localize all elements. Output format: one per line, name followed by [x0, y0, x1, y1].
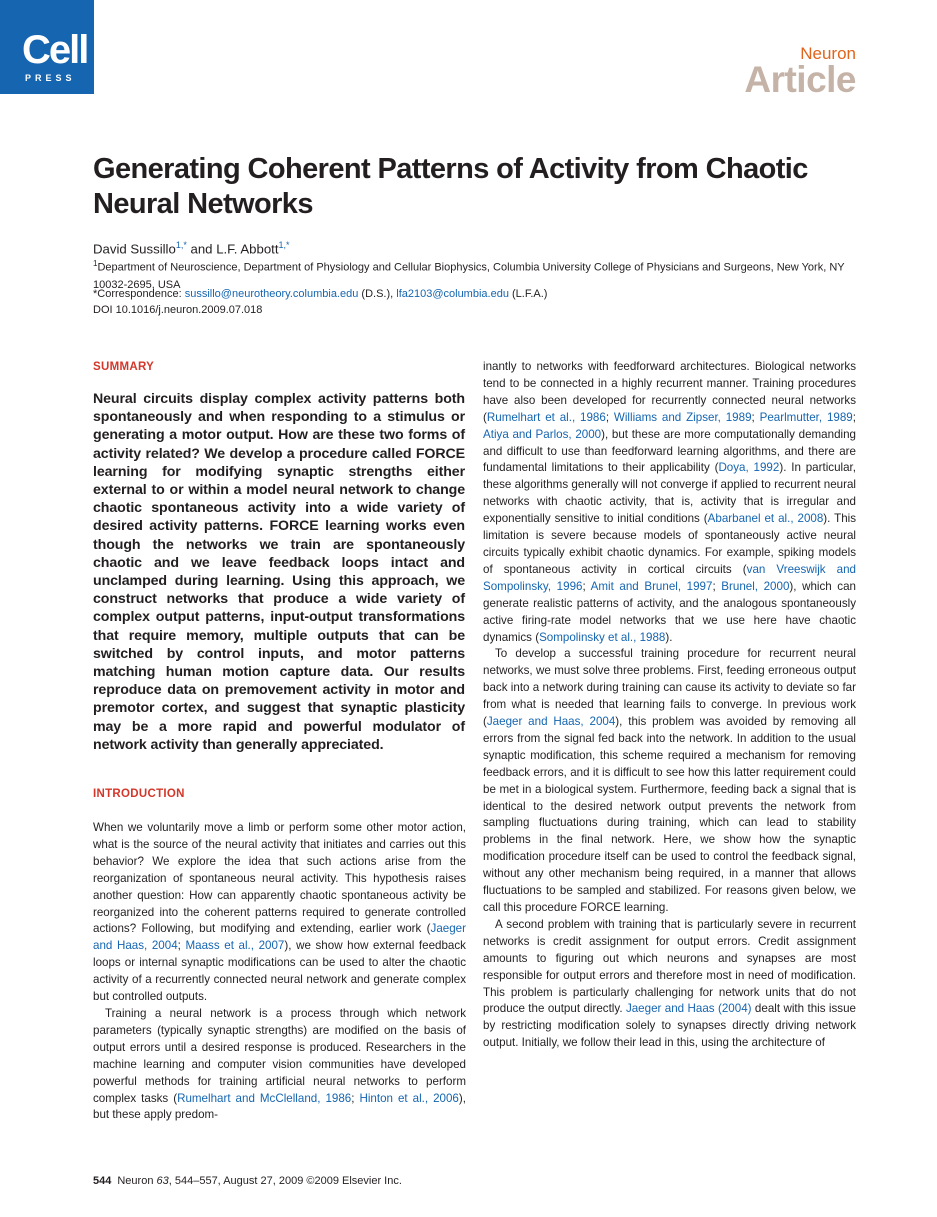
- citation-link[interactable]: Pearlmutter, 1989: [759, 410, 853, 424]
- text: ;: [605, 410, 614, 424]
- text: ). In particular, these algorithms generally will not converge if applied to recurrent neural networks with chaotic activity, that is, activity that is irregular and exponentially sensitive to initial conditions (: [483, 461, 856, 526]
- text: ;: [177, 939, 186, 953]
- text: ;: [582, 579, 591, 593]
- citation-link[interactable]: Atiya and Parlos, 2000: [483, 427, 602, 441]
- footer-citation: , 544–557, August 27, 2009 ©2009 Elsevier Inc.: [168, 1175, 402, 1187]
- footer-volume: 63: [156, 1175, 169, 1187]
- summary-text: Neural circuits display complex activity patterns both spontaneously and when responding to a stimulus or generating a motor output. How are these two forms of activity related? We develop a procedure called FORCE learning for modifying synaptic strengths either external to or within a model neural network to change chaotic spontaneous activity into a wide variety of desired activity patterns. FORCE learning works even though the networks we train are spontaneously chaotic and we leave feedback loops intact and unclamped during learning. Using this approach, we construct networks that produce a wide variety of complex output patterns, input-output transformations that require memory, multiple outputs that can be switched by control inputs, and motor patterns matching human motion capture data. Our results reproduce data on premovement activity in motor and premotor cortex, and suggest that synaptic plasticity may be a more rapid and powerful modulator of network activity than generally appreciated.: [93, 391, 465, 753]
- paper-title: Generating Coherent Patterns of Activity from Chaotic Neural Networks: [93, 153, 808, 220]
- citation-link[interactable]: Jaeger and Haas, 2004: [486, 715, 616, 729]
- cell-press-logo: [0, 0, 94, 94]
- paragraph: [93, 1006, 466, 1124]
- footer-journal: Neuron: [117, 1175, 157, 1187]
- citation-link[interactable]: Williams and Zipser, 1989: [613, 410, 752, 424]
- article-type: Article: [744, 59, 856, 100]
- left-column: [93, 820, 466, 1124]
- citation-link[interactable]: Jaeger and Haas, 2004: [93, 922, 466, 953]
- affiliation-marker: 1: [93, 259, 98, 268]
- correspondence-tag: (L.F.A.): [508, 288, 548, 300]
- text: To develop a successful training procedure for recurrent neural networks, we must solve three problems. First, feeding erroneous output back into a network during training can cause its activity to deviate so far from what is needed that learning fails to converge. In previous work (: [483, 647, 856, 729]
- logo-subword: PRESS: [25, 73, 76, 83]
- page-number: 544: [93, 1175, 112, 1187]
- author-name: David Sussillo: [93, 241, 176, 257]
- citation-link[interactable]: Hinton et al., 2006: [359, 1091, 459, 1105]
- text: Training a neural network is a process through which network parameters (typically synaptic strengths) are modified on the basis of output errors until a desired response is produced. Researchers in the machine learning and computer vision communities have developed powerful methods for training artificial neural networks to perform complex tasks (: [93, 1006, 466, 1105]
- correspondence: [93, 287, 547, 302]
- text: ;: [712, 579, 722, 593]
- text: ).: [665, 630, 673, 644]
- text: ), this problem was avoided by removing all errors from the signal fed back into the network. In addition to the usual synaptic modification, this scheme required a mechanism for removing feedback errors, and it is difficult to see how this latter requirement could be met in a biological system. Furthermore, feeding back a signal that is identical to the desired network output prevents the network from sampling fluctuations during training, which can lead to stability problems in the final network. Here, we show how the synaptic modification procedure itself can be used to control the feedback signal, without any other mechanism being required, in a manner that allows fluctuations to be sampled and stabilized. For reasons given below, we call this procedure FORCE learning.: [483, 715, 856, 914]
- affiliation-text: Department of Neuroscience, Department of Physiology and Cellular Biophysics, Columbia University College of Physicians and Surgeons, New York, NY 10032-2695, USA: [93, 261, 845, 291]
- citation-link[interactable]: Abarbanel et al., 2008: [707, 512, 824, 526]
- citation-link[interactable]: Maass et al., 2007: [185, 939, 285, 953]
- paragraph: [483, 646, 856, 917]
- author-affiliation-marker: 1,*: [278, 240, 290, 250]
- introduction-heading: INTRODUCTION: [93, 788, 185, 800]
- text: dealt with this issue by restricting modification solely to synapses directly driving network output. Initially, we follow their lead in this, using the architecture of: [483, 1002, 856, 1050]
- citation-link[interactable]: Jaeger and Haas (2004): [625, 1002, 752, 1016]
- citation-link[interactable]: Sompolinsky et al., 1988: [539, 630, 666, 644]
- citation-link[interactable]: Amit and Brunel, 1997: [590, 579, 713, 593]
- page-footer: [93, 1174, 402, 1188]
- text: inantly to networks with feedforward architectures. Biological networks tend to be connected in a highly recurrent manner. Training procedures have also been developed for recurrently connected neural networks (: [483, 360, 856, 424]
- email-link[interactable]: lfa2103@columbia.edu: [396, 288, 509, 300]
- doi: DOI 10.1016/j.neuron.2009.07.018: [93, 304, 263, 316]
- logo-word: Cell: [22, 28, 88, 72]
- text: ), we show how external feedback loops or internal synaptic modifications can be used to alter the chaotic activity of a recurrently connected neural network and generate complex but controlled outputs.: [93, 939, 466, 1004]
- text: ;: [751, 410, 760, 424]
- text: A second problem with training that is particularly severe in recurrent networks is credit assignment for output errors. Credit assignment amounts to figuring out which neurons and synapses are most responsible for output errors and therefore most in need of modification. This problem is particularly challenging for network units that do not produce the output directly.: [483, 917, 856, 1016]
- author-name: L.F. Abbott: [216, 241, 279, 257]
- author-affiliation-marker: 1,*: [175, 240, 187, 250]
- correspondence-tag: (D.S.),: [358, 288, 397, 300]
- author-joiner: and: [186, 241, 217, 257]
- text: ). This limitation is severe because models of spontaneously active neural circuits typically exhibit chaotic dynamics. For example, spiking models of spontaneous activity in cortical circuits (: [483, 512, 857, 576]
- text: ), but these are more computationally demanding and difficult to use than feedforward learning algorithms, and there are fundamental limitations to their applicability (: [483, 427, 856, 475]
- citation-link[interactable]: Rumelhart et al., 1986: [486, 410, 606, 424]
- journal-name: Neuron: [800, 44, 856, 63]
- correspondence-label: *Correspondence:: [93, 288, 185, 300]
- text-overflow-hidden: ), but these apply predom-: [93, 1091, 466, 1122]
- email-link[interactable]: sussillo@neurotheory.columbia.edu: [184, 288, 359, 300]
- citation-link[interactable]: Doya, 1992: [718, 461, 780, 475]
- paragraph-continued: [483, 359, 856, 646]
- citation-link[interactable]: Rumelhart and McClelland, 1986: [177, 1091, 352, 1105]
- paragraph: [93, 820, 466, 1006]
- text: ), which can generate realistic patterns of activity, and the analogous spontaneously active firing-rate model networks that we use here have chaotic dynamics (: [483, 579, 856, 644]
- summary-heading: SUMMARY: [93, 361, 155, 373]
- paragraph: [483, 917, 856, 1052]
- citation-link[interactable]: van Vreeswijk and Sompolinsky, 1996: [483, 562, 857, 593]
- right-column: [483, 359, 856, 1052]
- citation-link[interactable]: Brunel, 2000: [721, 579, 790, 593]
- text: ;: [852, 410, 856, 424]
- text: When we voluntarily move a limb or perform some other motor action, what is the source of the neural activity that initiates and carries out this behavior? We explore the idea that such actions arise from the reorganization of spontaneous neural activity. This hypothesis raises another question: How can apparently chaotic spontaneous activity be reorganized into the coherent patterns required to generate controlled actions? Following, but modifying and extending, earlier work (: [93, 821, 466, 936]
- text: ;: [351, 1091, 360, 1105]
